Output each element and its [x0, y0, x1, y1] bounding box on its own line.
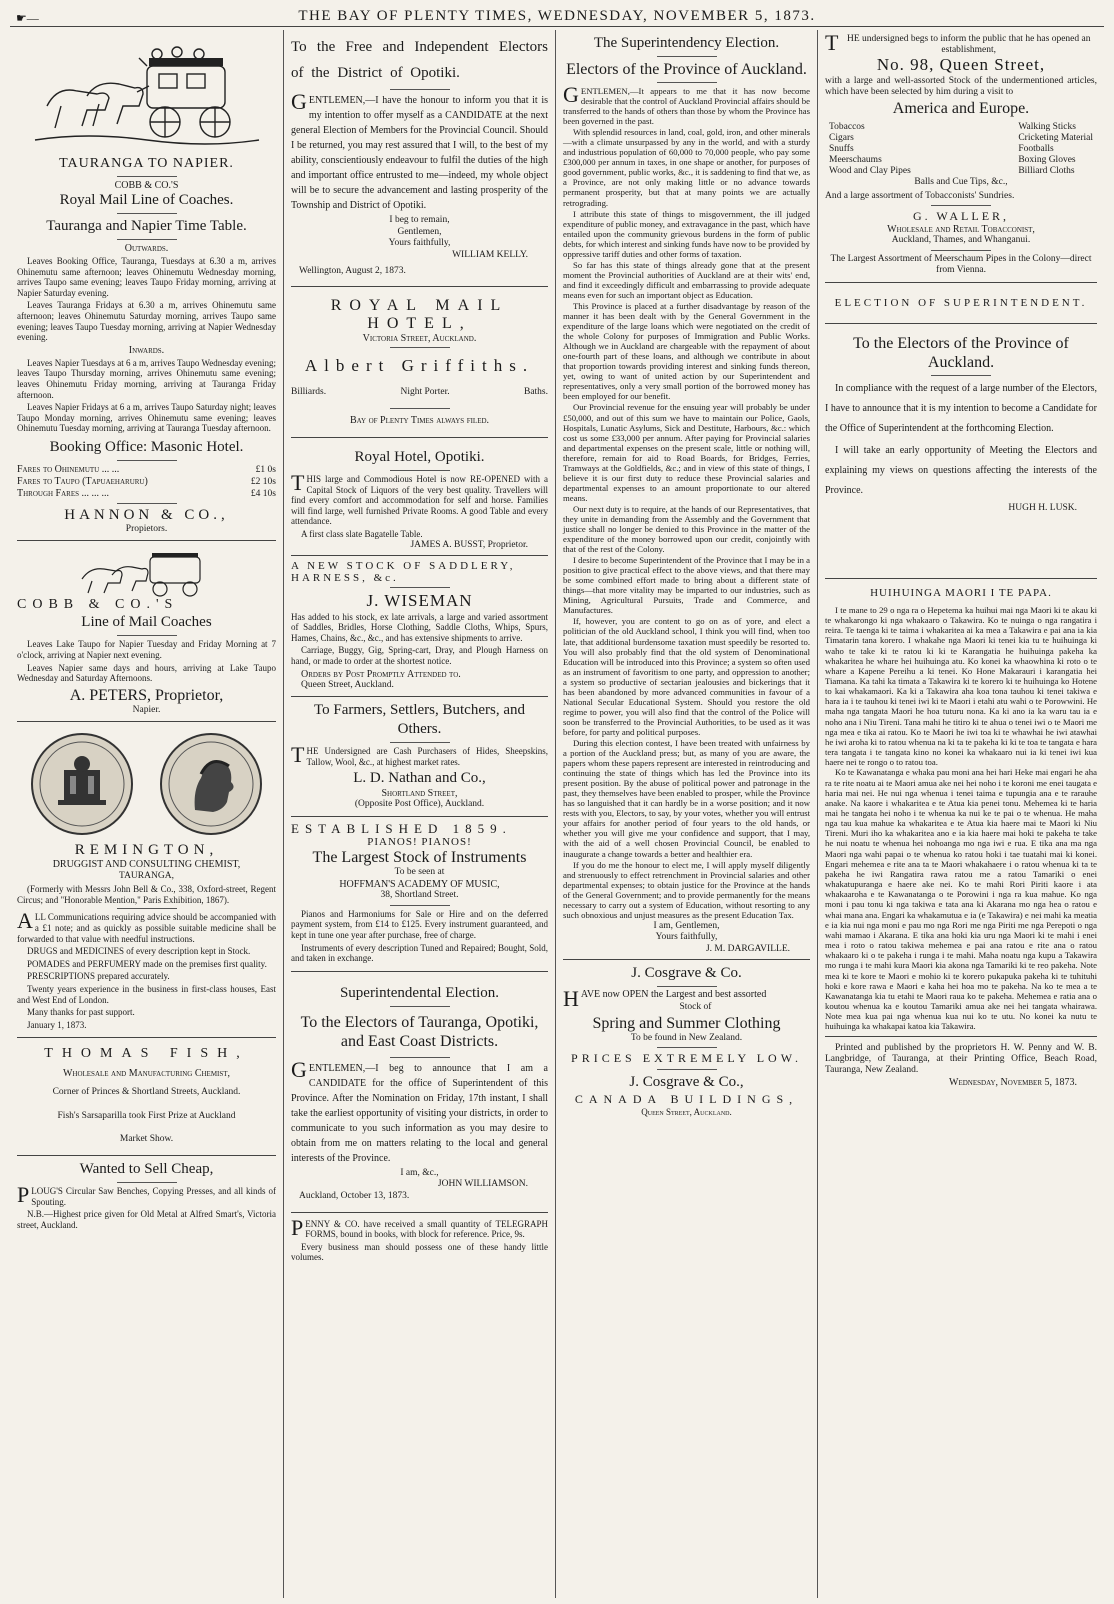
remington-text-3: POMADES and PERFUMERY made on the premises first quality.	[27, 958, 267, 969]
divider	[657, 82, 717, 83]
waller-address: No. 98, Queen Street,	[876, 55, 1046, 75]
imprint-date: Wednesday, November 5, 1873.	[949, 1077, 1077, 1089]
kelly-title: To the Free and Independent Electors of the District of Opotiki.	[291, 39, 548, 81]
dargaville-p2: With splendid resources in land, coal, gold, iron, and other minerals—with a climate unsurpassed by any in the world, and with a sturdy and industrious population of 60,000 to 70,000 people, who pay some £300,000 per annum in taxes, in one shape or another, for purposes of good government, public works, &c., it is saddening to find that we, as a Province, are not only making little or no advance towards permanent prosperity, but that at many points we are actually retrograding.	[563, 127, 810, 208]
divider	[390, 347, 450, 348]
divider	[390, 1057, 450, 1058]
waller-towns: Auckland, Thames, and Whanganui.	[891, 235, 1031, 246]
divider	[931, 250, 991, 251]
royal-mail-title: ROYAL MAIL HOTEL,	[330, 297, 509, 332]
divider	[117, 503, 177, 504]
cobb2-line: Line of Mail Coaches	[81, 614, 212, 631]
remington-ad	[17, 722, 276, 1038]
divider	[390, 470, 450, 471]
dargaville-p10: During this election contest, I have been treated with unfairness by a portion of the Auckland press; but, as many of you are aware, the papers whom these papers represent are interested in reintroducing and continuing the state of things which has led the Province into its present position. By the abuse of political power and patronage in the past, they themselves have been enabled to prosper, while the Province has so languished that it can hardly be in a worse position; and it now rests with you, Electors, to say, by your votes, whether you will entrust your affairs for another period of four years to the old hands, or whether you will give me your confidence and support, that I may, with the aid of a well chosen Provincial Council, be enabled to inaugurate a change towards a better and healthier era.	[563, 738, 810, 859]
opotiki-text: THIS large and Commodious Hotel is now RE-OPENED with a Capital Stock of Liquors of the very best quality. Travellers will find every comfort and accommodation for self and horse. Families will find large, well furnished Private Rooms. A good Table and every attendance.	[291, 470, 548, 527]
divider	[390, 1006, 450, 1007]
peters-place: Napier.	[132, 704, 161, 715]
dargaville-ad	[563, 30, 810, 960]
lusk-head: ELECTION OF SUPERINTENDENT.	[834, 296, 1088, 309]
kelly-name: WILLIAM KELLY.	[452, 249, 528, 260]
dargaville-p3: I attribute this state of things to misgovernment, the ill judged expenditure of public money, and extravagance in the past, which have entailed upon the community grievous burdens in the form of public debts, for which interest and sinking funds have now to be provided by oppressive tariff duties and other forms of taxation.	[563, 208, 810, 259]
divider	[117, 908, 177, 909]
fish-role: Wholesale and Manufacturing Chemist,	[62, 1068, 231, 1080]
pianos-title: The Largest Stock of Instruments	[312, 849, 527, 867]
divider	[390, 89, 450, 90]
dargaville-p5: This Province is placed at a further disadvantage by reason of the manner it has been dealt with by the General Government in the expenditure of the large loans which were negotiated on the credit of the whole Colony for purposes of Immigration and Public Works. Although we in Auckland are chargeable with the repayment of about one-fourth part of these loans, and although we contribute in about that proportion towards providing interest and sinking funds thereon, yet, owing to want of united action by our Superintendent and representatives, only a very small portion of the borrowed money has been employed for our benefit.	[563, 300, 810, 402]
dargaville-close-1: I am, Gentlemen,	[653, 920, 720, 931]
waller-text: with a large and well-assorted Stock of the undermentioned articles, which have been selected by him during a visit to	[825, 76, 1097, 97]
divider	[657, 1069, 717, 1070]
kelly-date: Wellington, August 2, 1873.	[299, 265, 406, 276]
cobb2-text-2: Leaves Napier same days and hours, arriving at Lake Taupo Wednesday and Saturday Afternoons.	[17, 662, 276, 684]
cosgrave-prices: PRICES EXTREMELY LOW.	[571, 1051, 802, 1066]
column-3	[556, 30, 818, 1598]
divider	[390, 905, 450, 906]
waller-ad	[825, 30, 1097, 283]
columns	[10, 30, 1104, 1598]
lusk-ad	[825, 283, 1097, 579]
fare-row: Through Fares ... ... ... £4 10s	[17, 487, 276, 499]
cosgrave-found: To be found in New Zealand.	[630, 1032, 743, 1043]
exhibition-medals	[17, 726, 276, 842]
pianos-seen: To be seen at	[394, 867, 445, 878]
medal-icon	[28, 730, 136, 838]
imprint-text: Printed and published by the proprietors H. W. Penny and W. B. Langbridge, of Tauranga, at their Printing Office, Beach Road, Tauranga, New Zealand.	[825, 1043, 1097, 1075]
royal-mail-note: Bay of Plenty Times always filed.	[349, 415, 490, 426]
dargaville-p11: If you do me the honour to elect me, I will apply myself diligently and strenuously to effect retrenchment in Provincial salaries and other departmental expenses; to obtain justice for the Province at the hands of the General Government; and to provide permanently for the means necessary to carry out a system of Education, without resorting to any such obnoxious and unjust measures as the present Education Tax.	[563, 859, 810, 920]
hannon-name: HANNON & CO.,	[64, 506, 229, 523]
wiseman-ad	[291, 556, 548, 697]
remington-name: REMINGTON,	[74, 842, 219, 859]
pianos-street: 38, Shortland Street.	[380, 890, 459, 901]
column-2	[284, 30, 556, 1598]
divider	[390, 587, 450, 588]
cosgrave-text: HAVE now OPEN the Largest and best assorted	[563, 985, 767, 1011]
kelly-close-1: I beg to remain,	[389, 215, 450, 225]
dargaville-name: J. M. DARGAVILLE.	[705, 943, 790, 954]
opotiki-title: Royal Hotel, Opotiki.	[354, 449, 485, 465]
dargaville-p7: Our next duty is to require, at the hands of our Representatives, that they unite in demanding from the Assembly and the Government that justice shall no longer be denied to this Province in the matter of the expenditure of the money borrowed upon our credit, conjointly with that of the rest of the Colony.	[563, 503, 810, 555]
kelly-close-3: Yours faithfully,	[388, 238, 451, 248]
pointing-hand-icon: ☛—	[16, 11, 39, 25]
lusk-title: To the Electors of the Province of Auckland.	[825, 323, 1097, 372]
cobb2-title: COBB & CO.'S	[17, 597, 179, 613]
pianos-text-2: Instruments of every description Tuned and Repaired; Bought, Sold, and taken in exchange.	[291, 942, 548, 964]
pianos-estab: ESTABLISHED 1859.	[291, 820, 512, 836]
nathan-opposite: (Opposite Post Office), Auckland.	[354, 799, 485, 810]
fish-note: Fish's Sarsaparilla took First Prize at Auckland	[57, 1110, 236, 1121]
medal-portrait-icon	[157, 730, 265, 838]
cosgrave-title: Spring and Summer Clothing	[592, 1014, 781, 1032]
fish-name: THOMAS FISH,	[44, 1046, 249, 1062]
feature-night-porter: Night Porter.	[400, 387, 450, 397]
divider	[931, 375, 991, 376]
nathan-ad	[291, 697, 548, 817]
cobb2-text-1: Leaves Lake Taupo for Napier Tuesday and Friday Morning at 7 o'clock, arriving at Napier next evening.	[17, 639, 276, 660]
waller-goods	[825, 122, 1097, 177]
remington-town: TAURANGA,	[119, 870, 174, 881]
divider	[117, 176, 177, 177]
goods-left: Tobaccos Cigars Snuffs Meerschaums Wood and Clay Pipes	[829, 122, 911, 177]
stagecoach-icon	[27, 36, 267, 154]
dargaville-p6: Our Provincial revenue for the ensuing year will probably be under £50,000, and out of this sum we have to maintain our Police, Gaols, Hospitals, Lunatic Asylums, Sick and Destitute, Harbours, &c.: which cost us some £33,000 per annum. After paying for Provincial salaries and departmental expenses on the present scale, little or nothing will, therefore, remain for aid to Road Boards, for Bridges, Ferries, Tramways at the Goldfields, &c.; and in view of this state of things, I believe it is our first duty to reduce these Provincial salaries and departmental expenses to an amount proportionate to our altered means.	[563, 402, 810, 503]
remington-text-2: DRUGS and MEDICINES of every description kept in Stock.	[27, 946, 251, 957]
outwards-heading: Outwards.	[124, 243, 169, 254]
pianos-academy: HOFFMAN'S ACADEMY OF MUSIC,	[339, 878, 500, 890]
wiseman-address: Queen Street, Auckland.	[301, 679, 394, 690]
divider	[117, 1182, 177, 1183]
divider	[117, 635, 177, 636]
royal-mail-owner: Albert Griffiths.	[304, 356, 535, 375]
remington-date: January 1, 1873.	[27, 1019, 87, 1030]
dargaville-p8: I desire to become Superintendent of the Province that I may be in a position to give practical effect to the above views, and that there may be some combined effort made to bring about a different state of things—that more vitality may be imparted to our industries, such as Mining, Agricultural Pursuits, Trade and Commerce, and Manufactures.	[563, 555, 810, 616]
lusk-p1: In compliance with the request of a large number of the Electors, I have to announce that it is my intention to become a Candidate for the Office of Superintendent at the forthcoming Election.	[825, 382, 1097, 434]
fare-row: Fares to Ohinemutu ... ... £1 0s	[17, 463, 276, 475]
inwards-text-2: Leaves Napier Fridays at 6 a m, arrives Taupo Saturday night; leaves Taupo Monday morning, arrives Ohinemutu same evening; leaves Ohinemutu Tuesday morning, arriving at Tauranga Tuesday afternoon.	[17, 402, 276, 434]
lusk-p2: I will take an early opportunity of Meeting the Electors and explaining my views on questions affecting the interests of the Province.	[825, 444, 1097, 496]
williamson-name: JOHN WILLIAMSON.	[437, 1179, 528, 1190]
cosgrave-name: J. Cosgrave & Co.	[631, 964, 742, 981]
opotiki-sig: JAMES A. BUSST, Proprietor.	[410, 539, 528, 550]
kelly-close-2: Gentlemen,	[397, 226, 442, 237]
column-1	[10, 30, 284, 1598]
williamson-head: Superintendental Election.	[339, 984, 500, 1001]
divider	[390, 408, 450, 409]
divider	[931, 205, 991, 206]
feature-billiards: Billiards.	[291, 387, 327, 397]
royal-mail-street: Victoria Street, Auckland.	[362, 333, 477, 344]
williamson-title: To the Electors of Tauranga, Opotiki, and East Coast Districts.	[300, 1013, 539, 1050]
dargaville-head: The Superintendency Election.	[593, 35, 780, 51]
divider	[657, 1047, 717, 1048]
cobb-company: COBB & CO.'S	[114, 180, 179, 191]
kelly-ad	[291, 30, 548, 287]
wiseman-text-2: Carriage, Buggy, Gig, Spring-cart, Dray, and Plough Harness on hand, or made to order at the shortest notice.	[291, 645, 548, 666]
thomas-fish-ad	[17, 1038, 276, 1156]
remington-text-4: PRESCRIPTIONS prepared accurately.	[27, 971, 170, 982]
timetable-title: Tauranga and Napier Time Table.	[46, 218, 247, 234]
feature-baths: Baths.	[523, 387, 548, 397]
williamson-ad	[291, 972, 548, 1213]
masthead-title: THE BAY OF PLENTY TIMES, WEDNESDAY, NOVEMBER 5, 1873.	[298, 8, 816, 24]
maori-p1: I te mane to 29 o nga ra o Hepetema ka huihui mai nga Maori ki te akau ki te whakarongo ki nga whakaaro o Takawira. Ko te nuinga o nga rangatira i reira. Te taenga ki te taima i whakaritea ai ka mea a Takawira e pai ana ia kia Timatarin tana korero. I whakahe nga Maori ki tenei kia tu te huihuinga ki waho te take ki te ratou ki ki te Karangatia he huihuinga pakeha ka whakaritea he whare hei huihuinga atu. Ko konei ka whaowhina ki roto o te whare a Kapene Pereihu a ki tenei. Ko Hone Makarauri i karangatia hei Tiamana. Ka tahi ka timata a Takawira ki te korero ki te huihuinga ko Hotene to kai whakamaori. Ka ki a Takawira aha koa tona tauhou ki tenei takiwa e hara ia i te tauhou ki tenei iwi ki te Maori i etahi atu wahi o te Porowwini. He maha nga tangata Maori he hoa tuturu nona. Ka ki ano ia ka waru tau ia e noho ana i Niu Tireni. Tana mahi he titiro ki te ahua o tenei iwi o te Maori me nga mea e tika ai ratou. Ko te Maori he iwi toa ki te whawhai he iwi atawhai he iwi aroha ki to ratou whenua na ki ta te pakeha ki ki te toa te tangata e hara tera tangata i te tangata kino no konei ka whakaaro nui ia ki tenei iwi kua haere nei te rongo o to ratou toa.	[825, 604, 1097, 768]
waller-name: G. WALLER,	[912, 209, 1010, 224]
royal-mail-line: Royal Mail Line of Coaches.	[59, 192, 234, 208]
waller-intro: THE undersigned begs to inform the public that he has opened an establishment,	[825, 30, 1091, 55]
fish-address: Corner of Princes & Shortland Streets, Auckland.	[52, 1087, 241, 1098]
remington-text-1: ALL Communications requiring advice should be accompanied with a £1 note; and as quickly as possible suitable medicine shall be forwarded to that value with needful instructions.	[17, 908, 276, 944]
dargaville-p4: So far has this state of things already gone that at the present moment the Provincial authorities of Auckland are at their wits' end, and find it exceedingly difficult and embarrassing to provide adequate means even for such an important object as Education.	[563, 259, 810, 300]
waller-assort: And a large assortment of Tobacconists' Sundries.	[825, 190, 1015, 201]
stagecoach-small-icon	[72, 545, 222, 597]
maori-news-article	[825, 579, 1097, 1038]
wanted-ad	[17, 1156, 276, 1237]
wiseman-name: J. WISEMAN	[366, 590, 473, 610]
divider	[117, 460, 177, 461]
cobb-taupo-ad	[17, 541, 276, 722]
nathan-street: Shortland Street,	[381, 788, 458, 800]
remington-text-5: Twenty years experience in the business in first-class houses, East and West End of London.	[17, 984, 276, 1005]
dargaville-p1: GENTLEMEN,—It appears to me that it has now become desirable that the control of Auckland Provincial affairs should be transferred to the hands of others than those by whom the Province has been governed in the past.	[563, 82, 810, 127]
lusk-name: HUGH H. LUSK.	[1008, 502, 1077, 513]
cosgrave-ad	[563, 960, 810, 1123]
opotiki-table: A first class slate Bagatelle Table.	[301, 528, 423, 539]
waller-places: America and Europe.	[892, 100, 1030, 118]
goods-right: Walking Sticks Cricketing Material Footballs Boxing Gloves Billiard Cloths	[1018, 122, 1093, 177]
maori-title: HUIHUINGA MAORI I TE PAPA.	[870, 586, 1052, 599]
fish-note-2: Market Show.	[119, 1134, 174, 1145]
booking-office: Booking Office: Masonic Hotel.	[49, 438, 244, 455]
wiseman-orders: Orders by Post Promptly Attended to.	[301, 668, 461, 680]
nathan-name: L. D. Nathan and Co.,	[353, 770, 486, 787]
wiseman-text-1: Has added to his stock, ex late arrivals, a large and varied assortment of Saddles, Bridles, Horse Clothing, Saddle Cloths, Whips, Spurs, Hames, Chains, &c., &c., and has extensive shipments to arrive.	[291, 611, 548, 643]
remington-formerly: (Formerly with Messrs John Bell & Co., 338, Oxford-street, Regent Circus; and "Honorable Mention," Paris Exhibition, 1867).	[17, 884, 276, 905]
fares-table	[17, 464, 276, 500]
inwards-text-1: Leaves Napier Tuesdays at 6 a m, arrives Taupo Wednesday evening; leaves Taupo Thursday morning, arrives Ohinemutu same evening; leaves Ohinemutu Friday morning, arriving at Tauranga Friday afternoon.	[17, 357, 276, 400]
divider	[657, 986, 717, 987]
williamson-date: Auckland, October 13, 1873.	[299, 1191, 410, 1202]
maori-p2: Ko te Kawanatanga e whaka pau moni ana hei hari Heke mai engari he aha ra te rite noatu ai te Maori amua ake nei hei noho i te koroni me enei taugata e haria mai nei. He nui nga whenua i tenei taima e tupungia ana e te rarauhe anake. Na kaore i whakaritea e te Atua kia penei tonu. Mehemea ki te haria mai he tangata hei noho i te whenua ka nui ke te pai o te whenua. He maha nga tau kua mahue ka whakaritea e te Atua kia haere mai te Maori ki Niu Tireni. Muri iho ka whakaritea ano e ia kia haere mai hoki te pakeha te take he nui noatu te whenua hei nohoanga mo nga iwi e rua. E tika ana ma nga Maori nga wahi papai o te whenua ko ratou hoki i tae tuatahi mai ki konei. Engari mehemea e rite ana ta te Maori whakahaere i o ratou whenua ki ta te pakeha he iwi Rangatira rawa ratou me a ratou Tamariki o enei whakatupuranga e haere ake nei. Ko te mahi Rori Piriti kaore i ata whakaaroha e te Kawanatanga o te Porowini i nga ra kua mahue. Ko nga moni i pau tonu ki nga takiwa e tata ana ki Akarana mo nga hea o ratou e whai mana ana. Engari ka whakamutua e ia (e Takawira) e nei mahi ka meatia e ia kia nui nga moni e pau mo nga Rori me nga Piriti me nga Perepoti o nga wahi mamao i Akarana. E tika ana hoki kia uru nga Maori ki te mahi i enei mea i roto o ratou takiwa mehemea e pai ana ratou e rite ana o ratou whakaaro ki o te pakeha i runga i te mahi. Maha noatu nga kupu a Takawira mo runga i te mahi kura Maori kia akona nga Tamariki ki te reo pakeha. Note mea ki te kore te Maori e mohio ki te korero pukapuka pakeha ki te tuhituhi hoki e kore rawa e Maori e kaha hei hoa mo te pakeha. Na ko te mea a te Kawanatanga kia tu etahi te Maori raua ko te pakeha. Mehemea e ratia ana o koutou whenua ka e koutou Tamariki amua ake nei hei tangata whairawa. Note mea kua pai nga whenua kua nui ko te utu. No konei ka nutu te huihuinga ka whakapai katoa kia Takawira.	[825, 767, 1097, 1032]
williamson-text: GENTLEMEN,—I beg to announce that I am a CANDIDATE for the office of Superintendent of this Province. After the Nomination on Friday, 17th instant, I shall take the earliest opportunity of visiting your districts, in order to communicate to you such information as you may desire to obtain from me on matters relating to the local and general interests of the Province.	[291, 1056, 548, 1164]
masthead	[10, 6, 1104, 27]
nathan-text: THE Undersigned are Cash Purchasers of Hides, Sheepskins, Tallow, Wool, &c., at highest market rates.	[291, 742, 548, 768]
wanted-text: PLOUG'S Circular Saw Benches, Copying Presses, and all kinds of Spouting.	[17, 1181, 276, 1207]
cosgrave-street: Queen Street, Auckland.	[641, 1107, 732, 1118]
tauranga-napier-title: TAURANGA TO NAPIER.	[59, 156, 234, 171]
divider	[117, 239, 177, 240]
peters-name: A. PETERS, Proprietor,	[69, 686, 224, 704]
column-4	[818, 30, 1104, 1598]
outwards-text-2: Leaves Tauranga Fridays at 6.30 a m, arrives Ohinemutu same afternoon; leaves Ohinemutu Saturday morning, arrives Taupo same evening; leaves Taupo Tuesday morning, arriving at Napier Wednesday evening.	[17, 300, 276, 343]
wanted-title: Wanted to Sell Cheap,	[79, 1160, 214, 1177]
royal-hotel-opotiki-ad	[291, 438, 548, 556]
penny-text: PENNY & CO. have received a small quantity of TELEGRAPH FORMS, bound in books, with block for reference. Price, 9s.	[291, 1214, 548, 1240]
cosgrave-name-2: J. Cosgrave & Co.,	[629, 1074, 744, 1091]
dargaville-p9: If, however, you are content to go on as of yore, and elect a politician of the old Auckland school, I think you will find, when too late, that additional burdensome taxation must speedily be resorted to. You will also probably find that the old system of Denominational Education will be introduced into this Province; a system so often used as an instrument of favoritism to one party, and oppression to another; a system so productive of sectarian jealousies and bickerings that it has been abandoned by more advanced communities in favour of a National Secular Educational System. Should you restore the old regime to power, you will also find that the control of the Police will soon be transferred to the Provincial Authorities, to be used as it was before, for party and political purposes.	[563, 616, 810, 737]
hotel-features	[291, 386, 548, 398]
divider	[390, 742, 450, 743]
penny-telegraph-ad	[291, 1213, 548, 1270]
inwards-heading: Inwards.	[128, 344, 165, 356]
divider	[117, 213, 177, 214]
nathan-title: To Farmers, Settlers, Butchers, and Others.	[314, 702, 525, 738]
remington-text-6: Many thanks for past support.	[27, 1007, 135, 1018]
royal-mail-hotel-ad	[291, 287, 548, 438]
hoffman-pianos-ad	[291, 817, 548, 972]
kelly-text: GENTLEMEN,—I have the honour to inform you that it is my intention to offer myself as a CANDIDATE at the next general Election of Members for the Provincial Council. Should I be returned, you may rest assured that I will, to the best of my ability, conscientiously endeavour to fulfil the duties of the high and important office entrusted to me—indeed, my whole object will be to secure the advancement and lasting prosperity of the Township and District of Opotiki.	[291, 89, 548, 211]
waller-pipes: The Largest Assortment of Meerschaum Pipes in the Colony—direct from Vienna.	[830, 253, 1092, 276]
wanted-nb: N.B.—Highest price given for Old Metal at Alfred Smart's, Victoria street, Auckland.	[17, 1209, 276, 1230]
outwards-text-1: Leaves Booking Office, Tauranga, Tuesdays at 6.30 a m, arrives Ohinemutu same afternoon; leaves Ohinemutu Wednesday morning, arrives Taupo same evening; leaves Taupo Friday morning, arriving at Napier Saturday evening.	[17, 256, 276, 298]
tauranga-napier-coach-ad	[17, 30, 276, 541]
cosgrave-stock: Stock of	[679, 1002, 712, 1013]
pianos-sub: PIANOS! PIANOS!	[367, 835, 472, 848]
williamson-close: I am, &c.,	[400, 1167, 439, 1178]
penny-text-2: Every business man should possess one of these handy little volumes.	[291, 1241, 548, 1263]
divider	[657, 56, 717, 57]
wiseman-title: A NEW STOCK OF SADDLERY, HARNESS, &c.	[291, 559, 516, 584]
remington-role: DRUGGIST AND CONSULTING CHEMIST,	[52, 859, 241, 871]
pianos-text-1: Pianos and Harmoniums for Sale or Hire and on the deferred payment system, from £14 to £125. Every instrument guaranteed, and kept in tune one year after purchase, free of charge.	[291, 908, 548, 940]
waller-goods-extra: Balls and Cue Tips, &c.,	[914, 177, 1008, 188]
hannon-label: Propietors.	[125, 523, 168, 534]
cosgrave-buildings: CANADA BUILDINGS,	[574, 1092, 799, 1107]
fare-row: Fares to Taupo (Tapuaeharuru) £2 10s	[17, 475, 276, 487]
waller-role: Wholesale and Retail Tobacconist,	[887, 224, 1035, 236]
dargaville-close-2: Yours faithfully,	[655, 932, 718, 943]
imprint	[825, 1037, 1097, 1093]
dargaville-title: Electors of the Province of Auckland.	[566, 61, 807, 78]
